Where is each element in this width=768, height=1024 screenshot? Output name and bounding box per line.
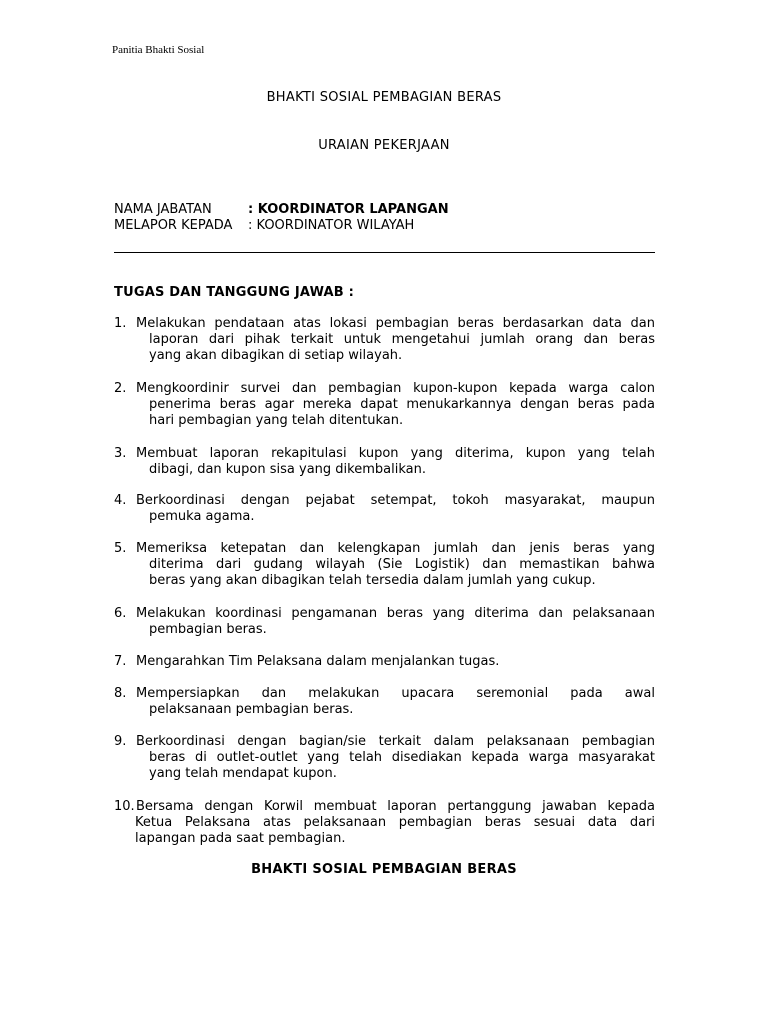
task-item <box>114 799 655 848</box>
task-text-line: Berkoordinasi dengan bagian/sie terkait dalam pelaksanaan pembagian <box>136 734 655 749</box>
task-text-line: pemuka agama. <box>149 509 255 525</box>
task-text-line: beras di outlet-outlet yang telah disediakan kepada warga masyarakat <box>149 750 655 766</box>
task-text-line: laporan dari pihak terkait untuk mengetahui jumlah orang dan beras <box>149 332 655 348</box>
task-text-line: lapangan pada saat pembagian. <box>135 831 346 847</box>
melapor-value: : KOORDINATOR WILAYAH <box>248 218 415 233</box>
task-text-line: yang akan dibagikan di setiap wilayah. <box>149 348 403 364</box>
document-subtitle: URAIAN PEKERJAAN <box>318 138 450 153</box>
task-number: 7. <box>114 654 127 669</box>
task-item <box>114 541 655 590</box>
task-text-line: beras yang akan dibagikan telah tersedia dalam jumlah yang cukup. <box>149 573 596 589</box>
task-text-line: diterima dari gudang wilayah (Sie Logistik) dan memastikan bahwa <box>149 557 655 573</box>
task-number: 6. <box>114 606 127 621</box>
task-number: 1. <box>114 316 127 331</box>
jabatan-value: : KOORDINATOR LAPANGAN <box>248 202 449 217</box>
task-text-line: Melakukan koordinasi pengamanan beras yang diterima dan pelaksanaan <box>136 606 655 621</box>
task-text-line: dibagi, dan kupon sisa yang dikembalikan. <box>149 462 426 478</box>
meta-jabatan <box>114 202 449 217</box>
task-text-line: Berkoordinasi dengan pejabat setempat, tokoh masyarakat, maupun <box>136 493 655 508</box>
footer-title: BHAKTI SOSIAL PEMBAGIAN BERAS <box>251 862 517 877</box>
task-item <box>114 734 655 783</box>
task-number: 9. <box>114 734 127 749</box>
task-item <box>114 686 655 718</box>
task-text-line: pelaksanaan pembagian beras. <box>149 702 354 718</box>
task-number: 2. <box>114 381 127 396</box>
task-text-line: Membuat laporan rekapitulasi kupon yang diterima, kupon yang telah <box>136 446 655 461</box>
task-item <box>114 493 655 525</box>
task-number: 4. <box>114 493 127 508</box>
task-number: 5. <box>114 541 127 556</box>
task-text-line: penerima beras agar mereka dapat menukarkannya dengan beras pada <box>149 397 655 413</box>
task-text-line: yang telah mendapat kupon. <box>149 766 337 782</box>
task-text-line: Ketua Pelaksana atas pelaksanaan pembagian beras sesuai data dari <box>135 815 655 831</box>
document-title: BHAKTI SOSIAL PEMBAGIAN BERAS <box>266 90 502 105</box>
task-number: 10. <box>114 799 135 814</box>
divider-line <box>114 252 655 253</box>
task-text-line: Mempersiapkan dan melakukan upacara seremonial pada awal <box>136 686 655 701</box>
task-text-line: Mengarahkan Tim Pelaksana dalam menjalankan tugas. <box>136 654 500 669</box>
task-text-line: pembagian beras. <box>149 622 267 638</box>
meta-melapor <box>114 218 414 233</box>
task-text-line: Mengkoordinir survei dan pembagian kupon-kupon kepada warga calon <box>136 381 655 396</box>
header-note: Panitia Bhakti Sosial <box>112 44 205 56</box>
task-number: 8. <box>114 686 127 701</box>
task-text-line: hari pembagian yang telah ditentukan. <box>149 413 404 429</box>
task-item <box>114 606 655 638</box>
melapor-label: MELAPOR KEPADA <box>114 218 233 233</box>
task-number: 3. <box>114 446 127 461</box>
task-item <box>114 446 655 478</box>
task-item <box>114 654 655 670</box>
section-heading: TUGAS DAN TANGGUNG JAWAB : <box>114 285 355 300</box>
task-text-line: Memeriksa ketepatan dan kelengkapan jumlah dan jenis beras yang <box>136 541 655 556</box>
jabatan-label: NAMA JABATAN <box>114 202 212 217</box>
task-text-line: Melakukan pendataan atas lokasi pembagian beras berdasarkan data dan <box>136 316 655 331</box>
task-text-line: Bersama dengan Korwil membuat laporan pertanggung jawaban kepada <box>136 799 655 814</box>
task-item <box>114 381 655 430</box>
task-item <box>114 316 655 365</box>
